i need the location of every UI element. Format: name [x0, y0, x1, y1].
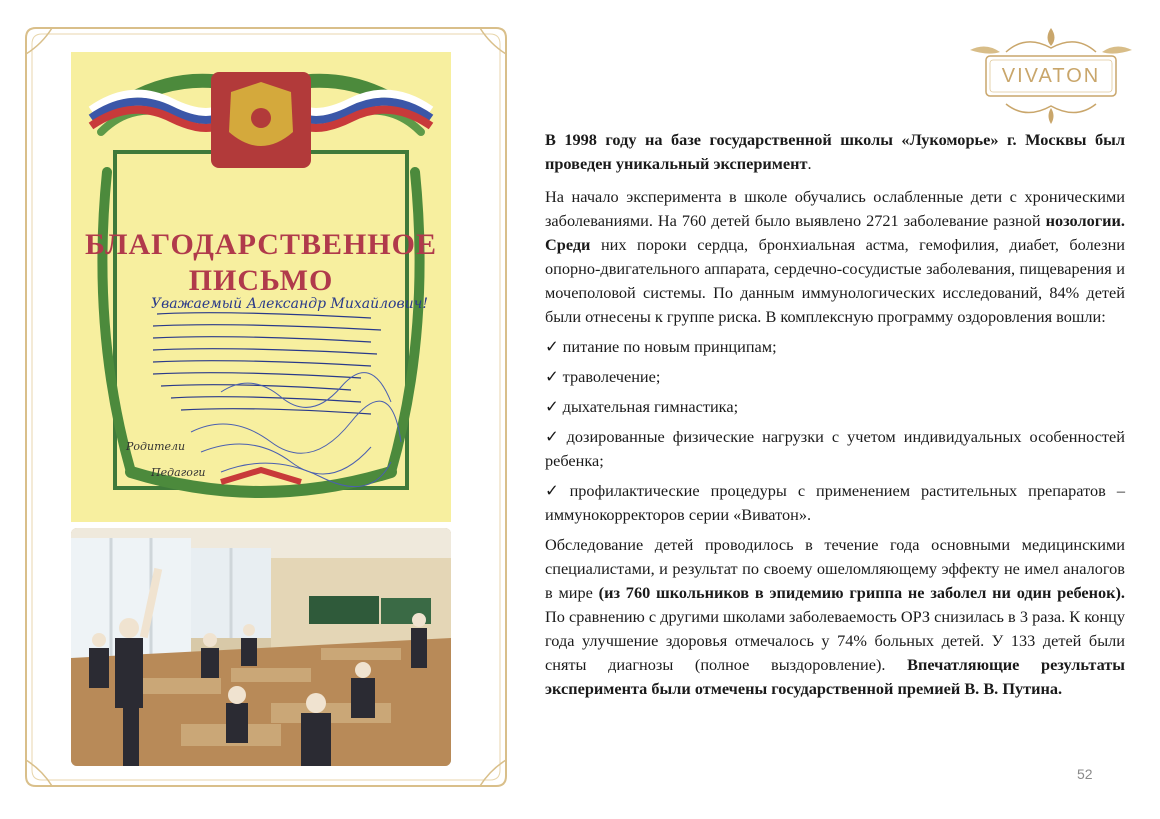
check-icon: ✓ — [545, 397, 559, 416]
list-item — [545, 365, 1125, 389]
letter-signature-teachers: Педагоги — [151, 466, 206, 479]
paragraph-2-bold: (из 760 школьников в эпидемию гриппа не заболел ни один ребенок). — [598, 583, 1125, 602]
list-item — [545, 479, 1125, 527]
list-item — [545, 425, 1125, 473]
list-item — [545, 335, 1125, 359]
paragraph-2-conclusion: Впечатляющие результаты эксперимента были отмечены государственной премией В. В. Путина. — [545, 655, 1125, 698]
paragraph-2-text-a: Обследование детей проводилось в течение года основными медицинскими специалистами, и результат по своему ошеломляющему эффекту не имел аналогов в мире — [545, 535, 1125, 602]
check-icon: ✓ — [545, 481, 566, 500]
check-icon: ✓ — [545, 427, 563, 446]
list-item-text: профилактические процедуры с применением растительных препаратов – иммунокорректоров серии «Виватон». — [545, 481, 1125, 524]
article-text — [545, 128, 1125, 707]
paragraph-1-text-c: них пороки сердца, бронхиальная астма, гемофилия, диабет, болезни опорно-двигательного аппарата, сердечно-сосудистые заболевания, пищеварения и мочеполовой системы. По данным иммунологических исследований, 84% детей были отнесены к группе риска. В комплексную программу оздоровления вошли: — [545, 235, 1125, 326]
page-number: 52 — [1077, 766, 1093, 782]
intro-period: . — [807, 154, 812, 173]
intro-paragraph — [545, 128, 1125, 176]
paragraph-2 — [545, 533, 1125, 701]
logo-text: VIVATON — [1001, 65, 1101, 87]
letter-title-line1: БЛАГОДАРСТВЕННОЕ — [85, 228, 437, 261]
check-icon: ✓ — [545, 337, 559, 356]
vivaton-logo — [966, 24, 1136, 128]
intro-text: В 1998 году на базе государственной школы «Лукоморье» г. Москвы был проведен уникальный эксперимент — [545, 130, 1125, 173]
letter-signature-parents: Родители — [126, 440, 186, 453]
list-item-text: питание по новым принципам; — [562, 337, 777, 356]
check-icon: ✓ — [545, 367, 559, 386]
list-item-text: траволечение; — [562, 367, 661, 386]
list-item-text: дозированные физические нагрузки с учетом индивидуальных особенностей ребенка; — [545, 427, 1125, 470]
paragraph-2-text-c: По сравнению с другими школами заболеваемость ОРЗ снизилась в 3 раза. К концу года улучшение здоровья отмечалось у 74% больных детей. У 133 детей были сняты диагнозы (полное выздоровление). — [545, 607, 1125, 674]
thank-you-letter-image — [71, 52, 451, 522]
letter-greeting: Уважаемый Александр Михайлович! — [151, 296, 428, 312]
list-item — [545, 395, 1125, 419]
paragraph-1 — [545, 185, 1125, 329]
list-item-text: дыхательная гимнастика; — [562, 397, 739, 416]
classroom-photo — [71, 528, 451, 766]
paragraph-1-text-a: На начало эксперимента в школе обучались ослабленные дети с хроническими заболеваниями. На 760 детей было выявлено 2721 заболевание разной — [545, 187, 1125, 230]
paragraph-1-bold: нозологии. Среди — [545, 211, 1125, 254]
letter-title-line2: ПИСЬМО — [188, 264, 334, 297]
